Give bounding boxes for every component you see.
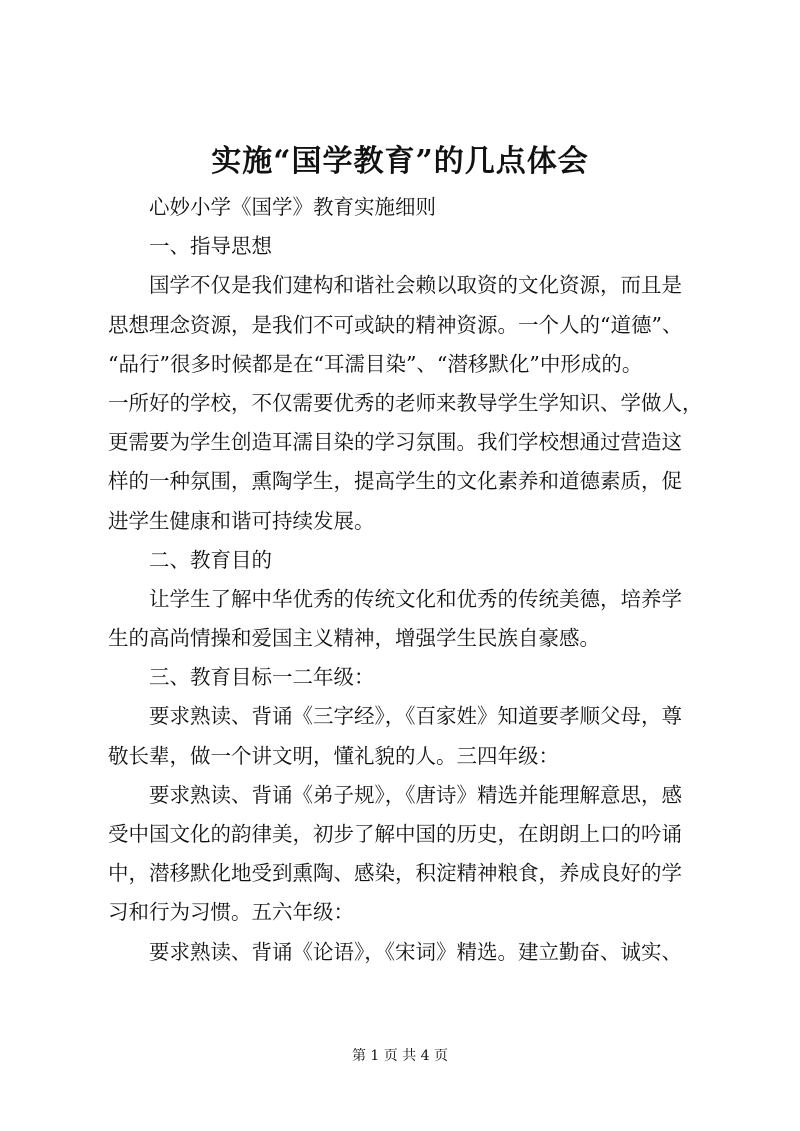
paragraph-line: 要求熟读、背诵《三字经》，《百家姓》知道要孝顺父母，尊 [149, 704, 682, 729]
paragraph-line: 样的一种氛围，熏陶学生，提高学生的文化素养和道德素质，促 [108, 469, 682, 494]
document-body [108, 188, 708, 972]
paragraph-line: 一所好的学校，不仅需要优秀的老师来教导学生学知识、学做人， [108, 390, 703, 415]
paragraph-line: 受中国文化的韵律美，初步了解中国的历史，在朗朗上口的吟诵 [108, 822, 682, 846]
paragraph-line: 国学不仅是我们建构和谐社会赖以取资的文化资源，而且是 [149, 273, 682, 298]
section-heading: 三、教育目标一二年级： [149, 665, 375, 690]
paragraph-line: 习和行为习惯。五六年级： [108, 900, 354, 925]
section-heading: 二、教育目的 [149, 547, 272, 572]
paragraph-line: 要求熟读、背诵《论语》，《宋词》精选。建立勤奋、诚实、 [149, 939, 682, 964]
paragraph-line: 思想理念资源，是我们不可或缺的精神资源。一个人的“道德”、 [108, 312, 683, 337]
paragraph-line: 让学生了解中华优秀的传统文化和优秀的传统美德，培养学 [149, 586, 682, 611]
paragraph-line: 进学生健康和谐可持续发展。 [108, 508, 375, 533]
section-heading: 一、指导思想 [149, 234, 272, 259]
paragraph-line: “品行”很多时候都是在“耳濡目染”、“潜移默化”中形成的。 [108, 351, 643, 376]
document-title: 实施“国学教育”的几点体会 [211, 144, 589, 179]
paragraph-line: 中，潜移默化地受到熏陶、感染，积淀精神粮食，养成良好的学 [108, 861, 682, 886]
paragraph-line: 心妙小学《国学》教育实施细则 [149, 195, 436, 219]
page-number-footer: 第 1 页 共 4 页 [351, 1048, 449, 1064]
paragraph-line: 要求熟读、背诵《弟子规》，《唐诗》精选并能理解意思，感 [149, 782, 682, 807]
paragraph-line: 更需要为学生创造耳濡目染的学习氛围。我们学校想通过营造这 [108, 430, 682, 455]
paragraph-line: 生的高尚情操和爱国主义精神，增强学生民族自豪感。 [108, 626, 600, 651]
paragraph-line: 敬长辈，做一个讲文明，懂礼貌的人。三四年级： [108, 743, 559, 768]
